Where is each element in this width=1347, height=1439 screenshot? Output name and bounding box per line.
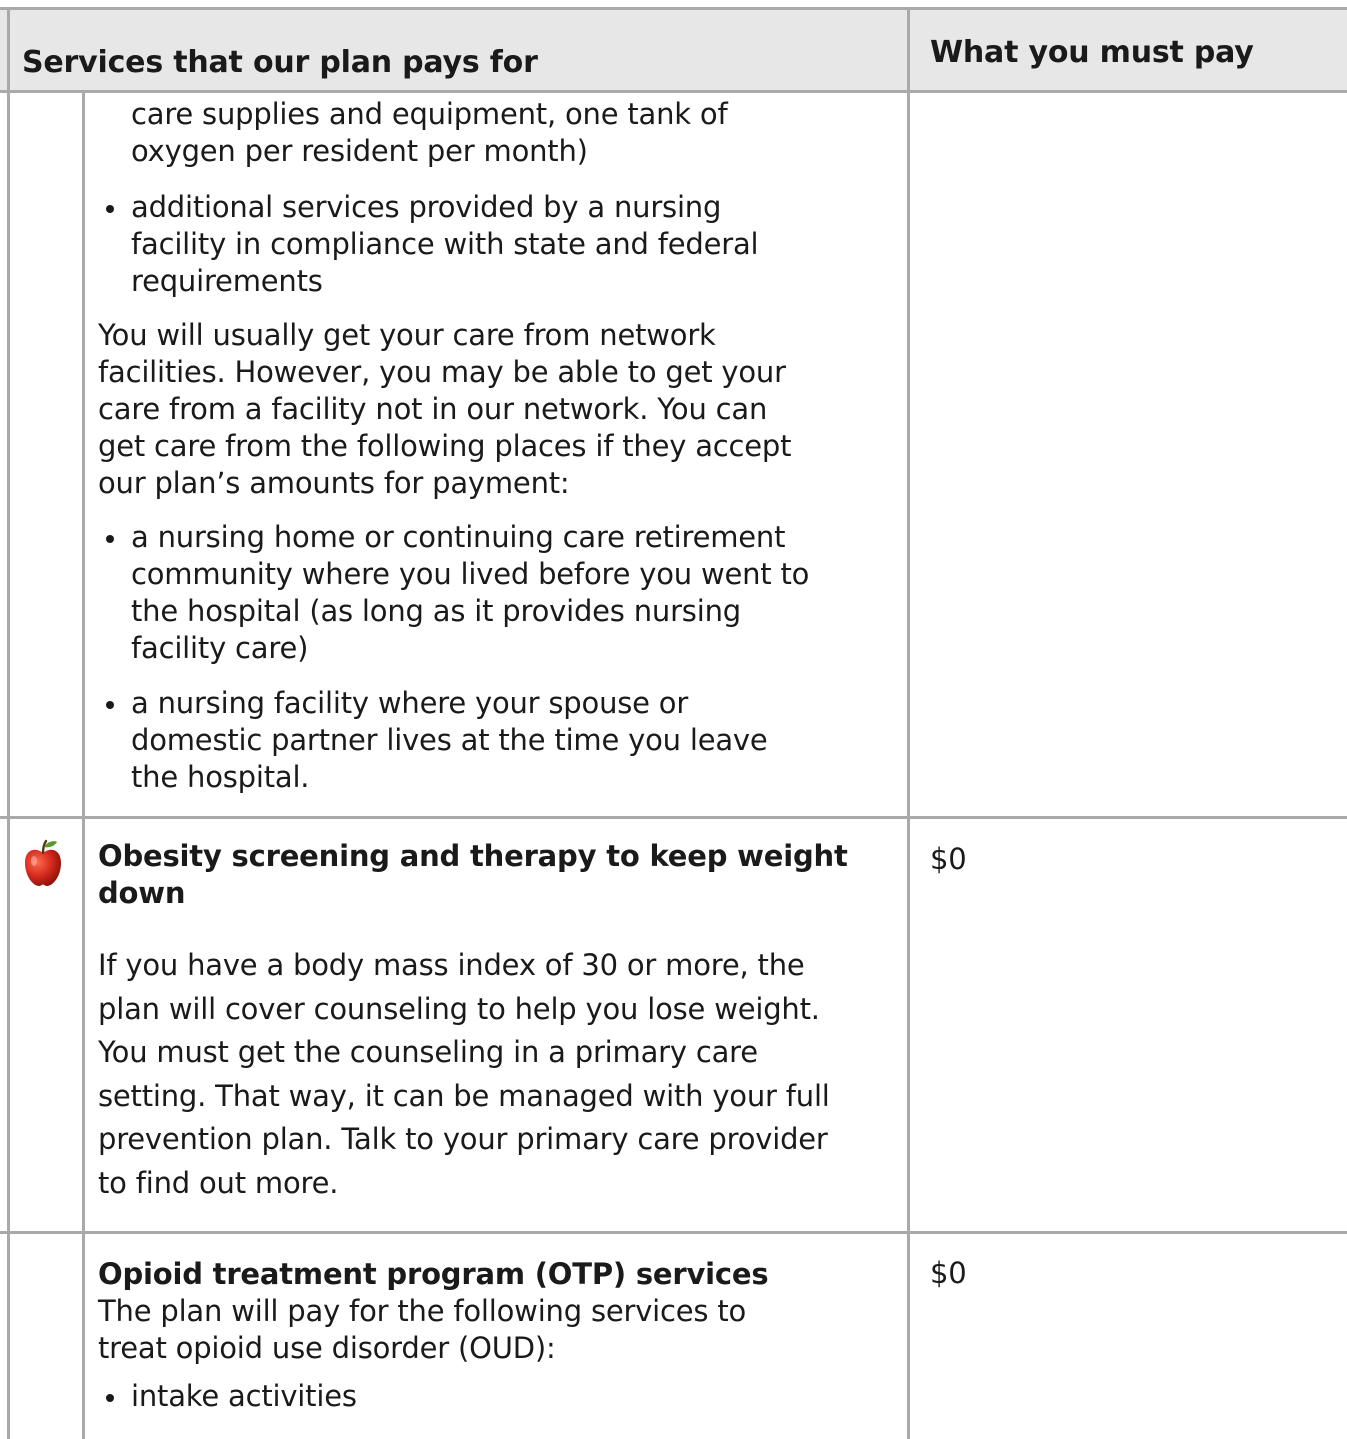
otp-title: Opioid treatment program (OTP) services (98, 1257, 769, 1291)
bullet-icon (106, 701, 114, 709)
list-item: intake activities (98, 1378, 878, 1415)
otp-cost: $0 (930, 1256, 967, 1290)
apple-icon (22, 838, 64, 888)
header-bottom-border (0, 90, 1347, 93)
otp-description: The plan will pay for the following services to treat opioid use disorder (OUD): (98, 1294, 747, 1365)
row-divider (0, 1231, 1347, 1234)
bullet-icon (106, 205, 114, 213)
obesity-title: Obesity screening and therapy to keep weight down (98, 839, 848, 910)
icon-column-divider (82, 92, 85, 1439)
row-divider (0, 816, 1347, 819)
table-header (0, 8, 1347, 91)
list-item: a nursing facility where your spouse or domestic partner lives at the time you leave the hospital. (98, 685, 878, 796)
obesity-cost: $0 (930, 842, 967, 876)
pay-column-divider (907, 7, 910, 1439)
pay-column-header: What you must pay (930, 35, 1254, 70)
network-facilities-paragraph: You will usually get your care from network facilities. However, you may be able to get your care from a facility not in our network. You can get care from the following places if they accept our plan’s amounts for payment: (98, 318, 792, 500)
continued-bullet-text: care supplies and equipment, one tank of oxygen per resident per month) (131, 97, 728, 168)
table-top-border (0, 7, 1347, 10)
obesity-description: If you have a body mass index of 30 or more, the plan will cover counseling to help you lose weight. You must get the counseling in a primary care setting. That way, it can be managed with your full prevention plan. Talk to your primary care provider to find out more. (98, 948, 830, 1200)
bullet-icon (106, 1394, 114, 1402)
list-item: a nursing home or continuing care retirement community where you lived before you went to the hospital (as long as it provides nursing facility care) (98, 519, 878, 667)
services-column-header: Services that our plan pays for (22, 45, 538, 80)
list-item: additional services provided by a nursing facility in compliance with state and federal requirements (98, 189, 878, 300)
bullet-icon (106, 535, 114, 543)
table-left-border (7, 7, 10, 1439)
